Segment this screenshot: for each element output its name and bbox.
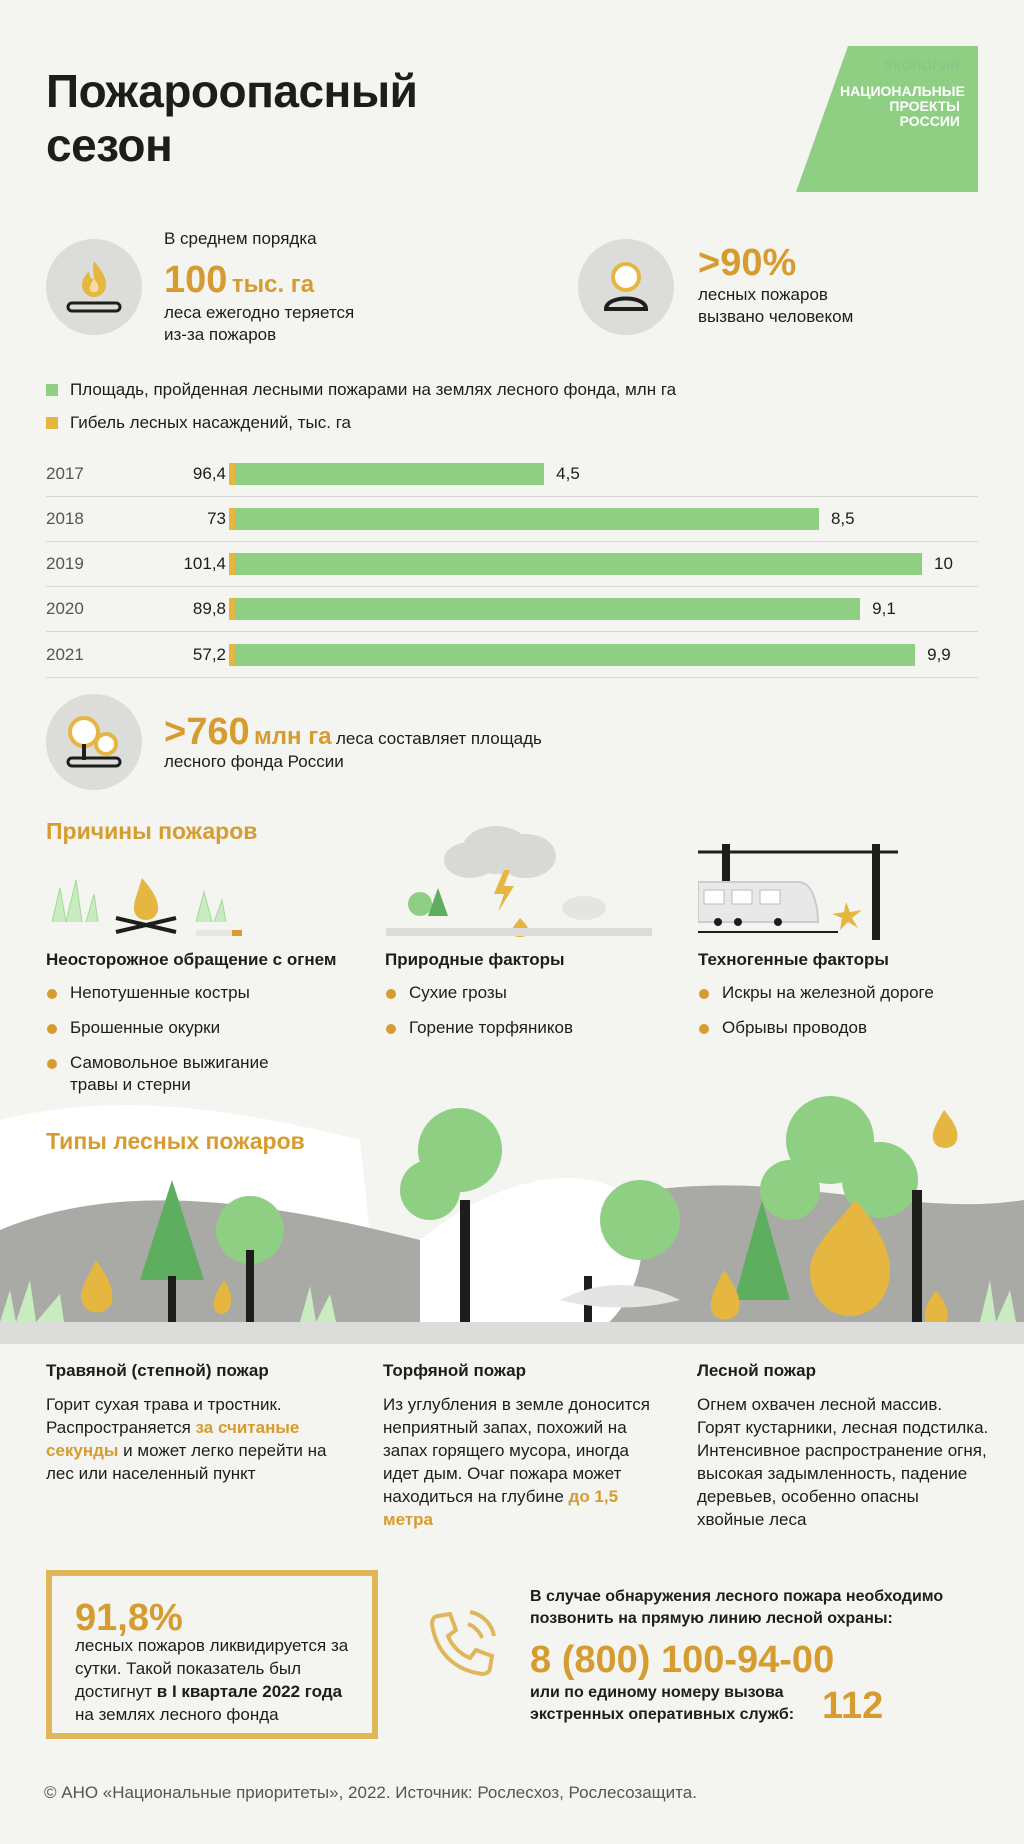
chart-loss-label: 89,8 [192,599,226,618]
area-lost-caption: леса ежегодно теряется из-за пожаров [164,303,355,344]
chart-area-label: 10 [934,554,953,573]
list-item: Обрывы проводов [698,1017,998,1039]
chart-year-label: 2020 [46,599,84,618]
chart-loss-label: 96,4 [192,464,226,483]
grass-fire-title: Травяной (степной) пожар [46,1361,269,1380]
forest-fund-value: >760 [164,711,250,753]
list-item: Брошенные окурки [46,1017,346,1039]
area-lost-prefix: В среднем порядка [164,229,317,248]
forest-guard-phone[interactable]: 8 (800) 100-94-00 [530,1639,835,1681]
contact-instruction: В случае обнаружения лесного пожара необходимо позвонить на прямую линию лесной охраны: [530,1588,944,1627]
cause-title-technogenic: Техногенные факторы [698,950,889,969]
elimination-value: 91,8% [75,1597,183,1639]
campfire-icon [46,239,142,335]
human-caused-caption: лесных пожаров вызвано человеком [698,285,854,326]
chart-area-label: 4,5 [556,464,580,483]
chart-row [46,587,978,632]
causes-title: Причины пожаров [46,818,258,844]
train-illustration [698,842,898,942]
forest-fund-unit: млн га [254,723,332,750]
national-projects-logo [796,46,978,196]
chart-loss-label: 57,2 [192,645,226,664]
campfire-illustration [46,870,246,942]
chart-area-bar [235,553,922,575]
elimination-stat-box [46,1570,378,1739]
cause-title-natural: Природные факторы [385,950,565,969]
peat-fire-title: Торфяной пожар [383,1361,527,1380]
chart-year-label: 2021 [46,645,84,664]
chart-area-bar [235,508,819,530]
chart-year-label: 2019 [46,554,84,573]
forest-fund-text: леса составляет площадь [336,729,542,748]
forest-fund-text-2: лесного фонда России [164,752,344,771]
cause-title-careless: Неосторожное обращение с огнем [46,950,337,969]
forest-fire-desc: Огнем охвачен лесной массив. Горят кустарники, лесная подстилка. Интенсивное распространение огня, высокая задымленность, падение деревьев, особенно опасны хвойные леса [697,1395,989,1529]
human-caused-value: >90% [698,242,797,284]
list-item: Сухие грозы [385,982,665,1004]
forest-icon [46,694,142,790]
logo-name: НАЦИОНАЛЬНЫЕ ПРОЕКТЫ РОССИИ [840,83,965,129]
chart-area-bar [235,644,915,666]
lightning-illustration [386,812,652,940]
logo-ecology-label: ЭКОЛОГИЯ [883,58,960,73]
area-lost-value: 100 [164,259,228,301]
chart-loss-label: 101,4 [183,554,226,573]
chart-row [46,497,978,542]
peat-fire-desc: Из углубления в земле доносится неприятный запах, похожий на запах горящего мусора, иногда идет дым. Очаг пожара может находиться на глубине до 1,5 метра [383,1395,650,1529]
page-title: Пожароопасный сезон [46,65,418,171]
list-item: Горение торфяников [385,1017,665,1039]
grass-fire-desc: Горит сухая трава и тростник. Распространяется за считаные секунды и может легко перейти на лес или населенный пункт [46,1395,327,1483]
cause-list-natural [385,982,665,1052]
person-icon [578,239,674,335]
legend-item-area: Площадь, пройденная лесными пожарами на землях лесного фонда, млн га [46,380,676,400]
legend-swatch-gold [46,417,58,429]
area-lost-unit: тыс. га [231,271,315,298]
forest-fire-title: Лесной пожар [697,1361,816,1380]
phone-icon [420,1602,504,1686]
chart-area-label: 9,9 [927,645,951,664]
chart-area-label: 8,5 [830,509,855,528]
emergency-caption: или по единому номеру вызова экстренных оперативных служб: [530,1684,795,1723]
footer-source: © АНО «Национальные приоритеты», 2022. Источник: Рослесхоз, Рослесозащита. [44,1783,697,1802]
elimination-desc: лесных пожаров ликвидируется за сутки. Такой показатель был достигнут в I квартале 2022 года на землях лесного фонда [75,1636,349,1724]
forest-fires-illustration [0,1080,1024,1350]
chart-row [46,452,978,497]
chart-area-bar [235,598,860,620]
forest-fund-row [164,710,542,754]
list-item: Искры на железной дороге [698,982,998,1004]
chart-year-label: 2017 [46,464,84,483]
chart-area-bar [235,463,544,485]
fire-types-title: Типы лесных пожаров [46,1128,305,1154]
chart-area-label: 9,1 [872,599,896,618]
legend-item-loss: Гибель лесных насаждений, тыс. га [46,413,351,433]
chart-row [46,542,978,587]
chart-row [46,633,978,678]
chart-year-label: 2018 [46,509,84,528]
area-lost-value-row [164,258,314,302]
chart-loss-label: 73 [207,509,226,528]
list-item: Самовольное выжигание травы и стерни [46,1052,296,1096]
list-item: Непотушенные костры [46,982,346,1004]
legend-swatch-green [46,384,58,396]
emergency-number[interactable]: 112 [822,1685,884,1727]
cause-list-technogenic [698,982,998,1052]
